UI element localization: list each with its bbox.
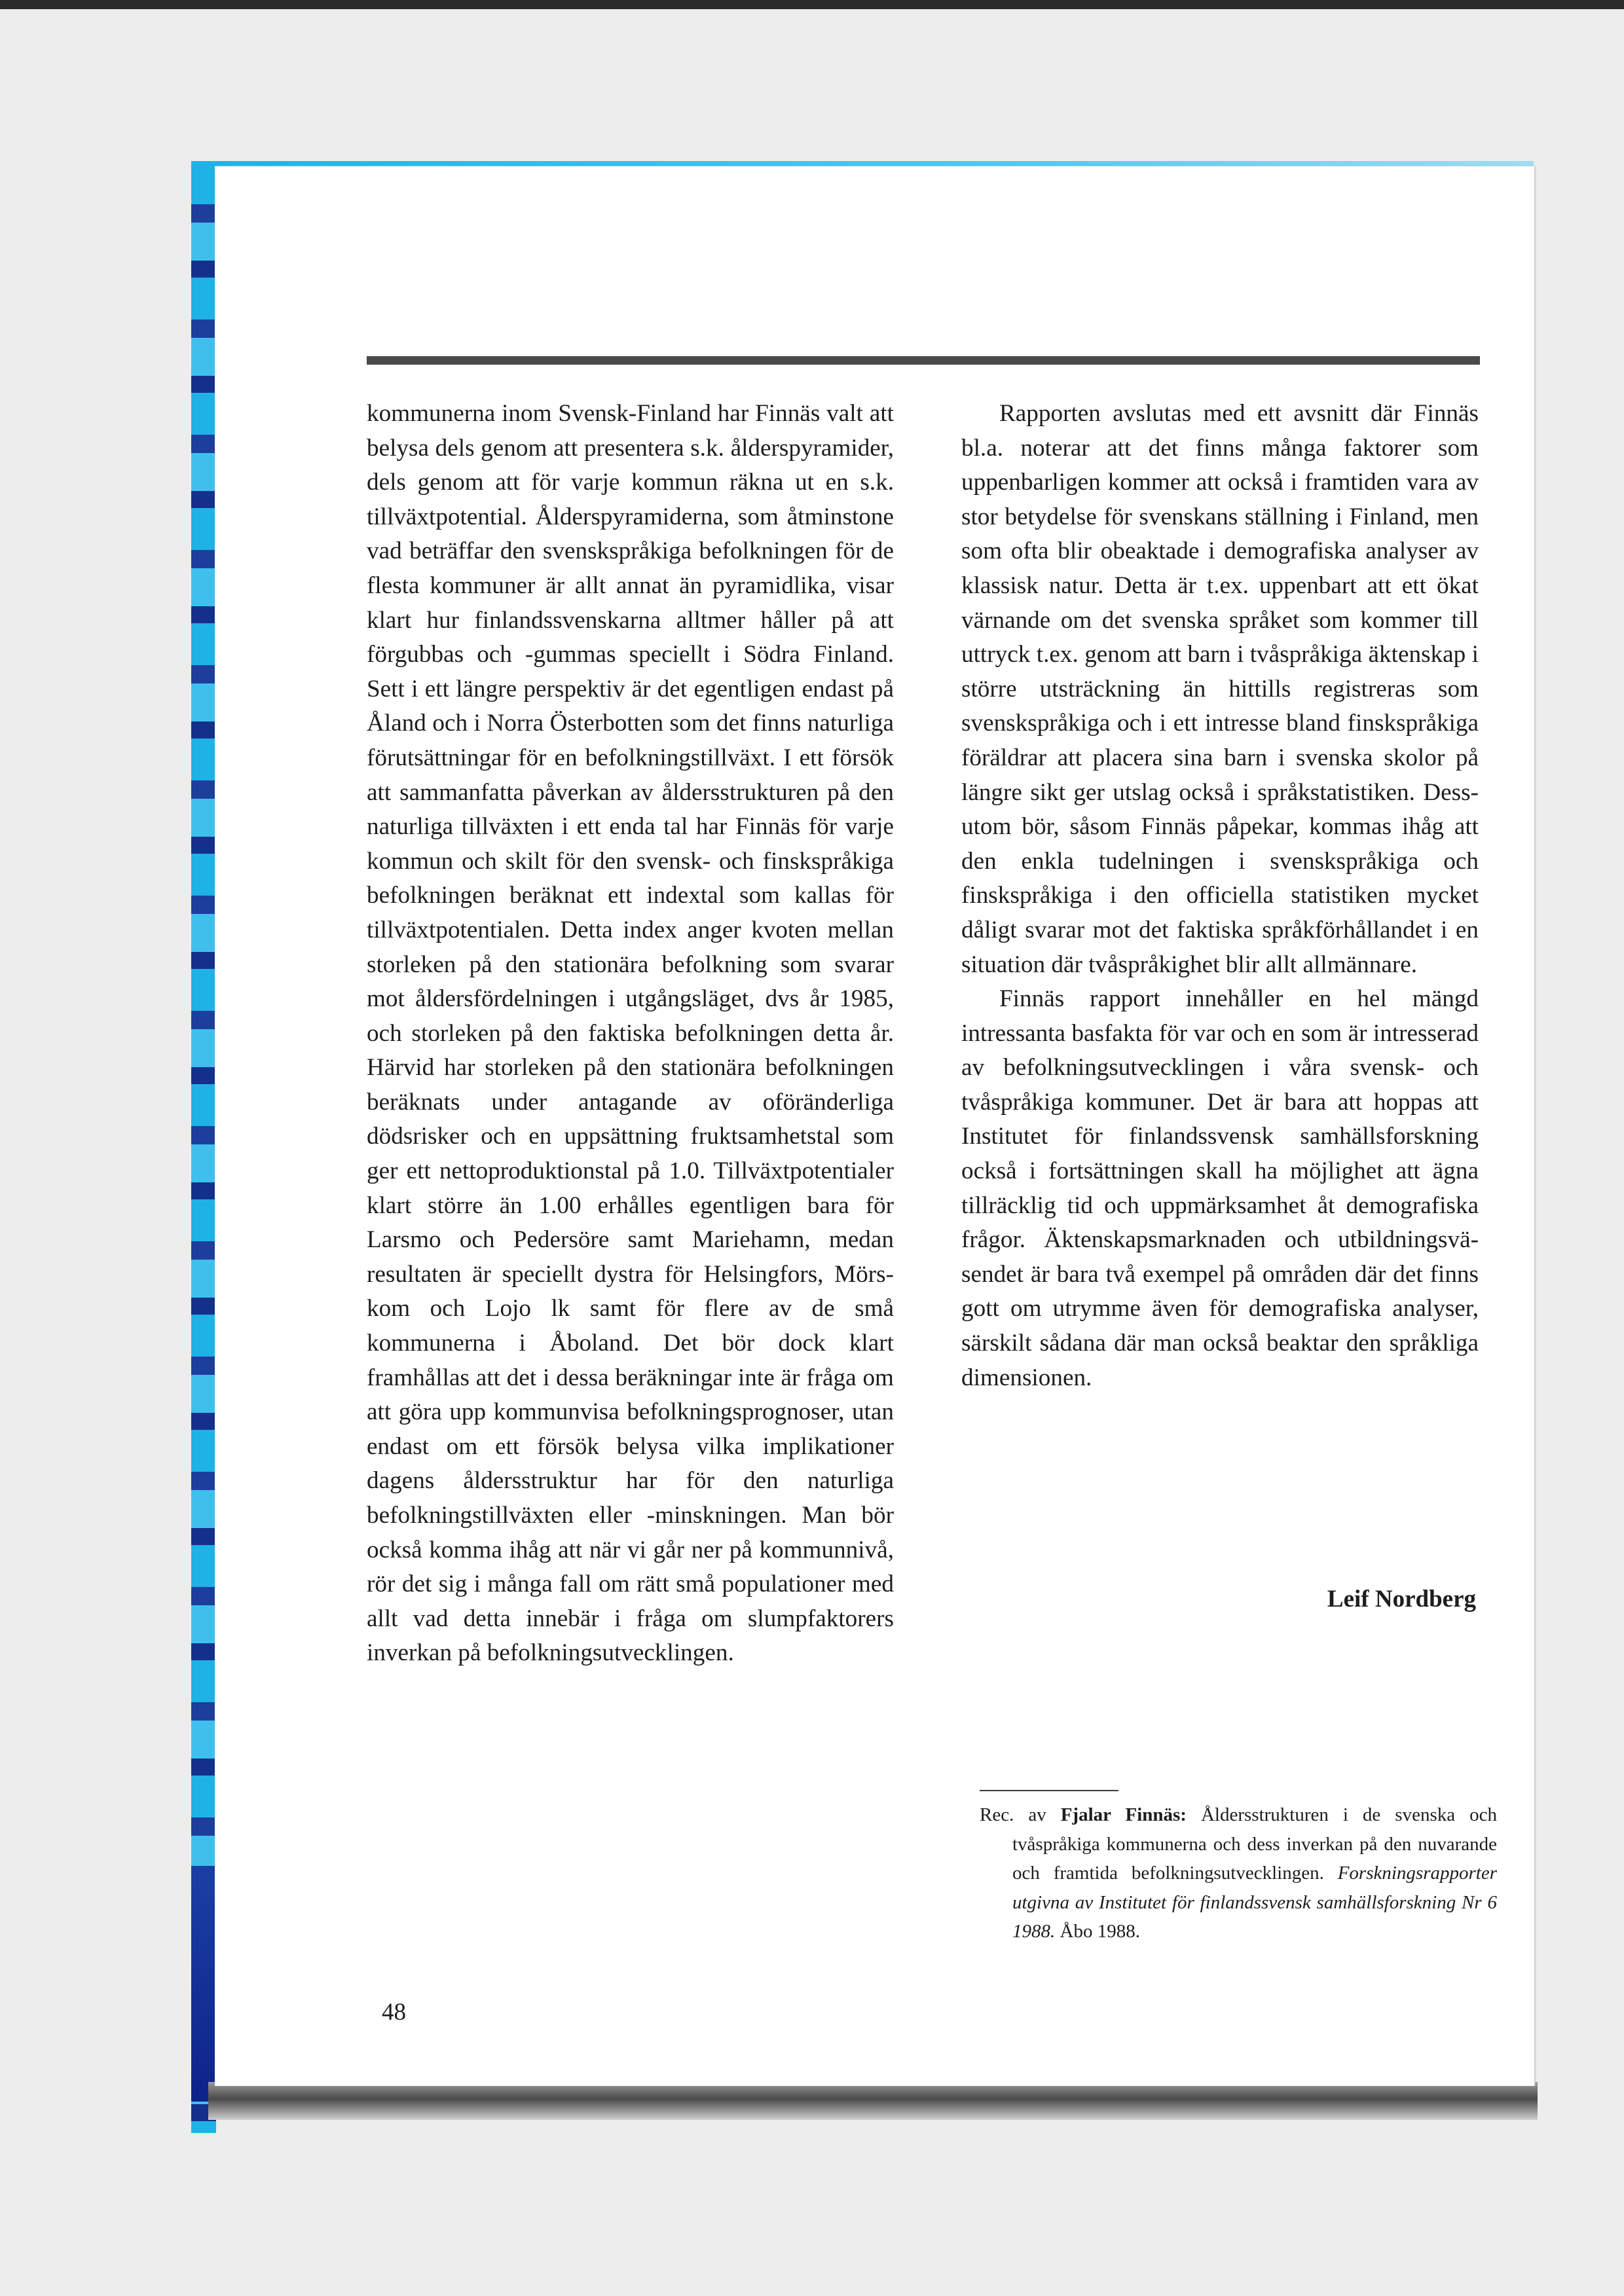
- footnote-prefix: Rec. av: [980, 1804, 1061, 1825]
- page-number: 48: [382, 1999, 406, 2026]
- footnote-rule: [980, 1790, 1118, 1791]
- left-paragraph-1: kommunerna inom Svensk-Finland har Finnäs valt att belysa dels genom att presentera s.k. ålderspyramider, dels genom att för varje kommun räkna ut en s.k. tillväxtpotential. Ålderspyramiderna, som åtminstone vad beträffar den svenskspråkiga befolkningen för de flesta kommuner är allt annat än pyramidlika, visar klart hur finlandssvenskarna alltmer håller på att förgubbas och -gummas speciellt i Södra Finland. Sett i ett längre perspektiv är det egentligen endast på Åland och i Norra Österbotten som det finns naturliga förutsättningar för en befolkningstillväxt. I ett försök att sammanfatta påverkan av åldersstrukturen på den naturliga tillväxten i ett enda tal har Finnäs för varje kommun och skilt för den svensk- och finskspråkiga befolkningen beräknat ett indextal som kallas för tillväxtpotentialen. Detta index anger kvoten mellan storleken på den stationära befolkning som svarar mot åldersfördelningen i utgångsläget, dvs år 1985, och storleken på den faktiska befolkningen detta år. Härvid har storleken på den stationära befolkningen beräknats under antagande av oföränderliga dödsrisker och en uppsättning fruktsamhetstal som ger ett nettoproduktionstal på 1.0. Tillväxtpotentialer klart större än 1.00 erhålles egentligen bara för Larsmo och Pedersöre samt Mariehamn, medan resultaten är speciellt dystra för Helsingfors, Mörskom och Lojo lk samt för flere av de små kommunerna i Åboland. Det bör dock klart framhållas att det i dessa beräkningar inte är fråga om att göra upp kommunvisa befolkningsprognoser, utan endast om ett försök belysa vilka implikationer dagens åldersstruktur har för den naturliga befolkningstillväxten eller -minskningen. Man bör också komma ihåg att när vi går ner på kommunnivå, rör det sig i många fall om rätt små populationer med allt vad detta innebär i fråga om slumpfaktorers inverkan på befolkningsutvecklingen.: [367, 400, 894, 1667]
- journal-cover-spine-edge: [191, 162, 216, 2133]
- footnote-title: Åldersstrukturen i de svenska och tvåspråkiga kommunerna och dess inverkan på den nuvarande och framtida befolkningsutvecklingen.: [1012, 1804, 1497, 1884]
- journal-page: [215, 166, 1534, 2086]
- author-signature: Leif Nordberg: [1327, 1586, 1476, 1613]
- review-footnote: [980, 1800, 1497, 1946]
- header-rule: [367, 356, 1480, 365]
- footnote-place-year: Åbo 1988.: [1055, 1921, 1140, 1942]
- footnote-reviewed-author: Fjalar Finnäs:: [1060, 1804, 1187, 1825]
- right-paragraph-2: Finnäs rapport innehåller en hel mängd intressanta basfakta för var och en som är intresserad av befolkningsutvecklingen i våra svensk- och tvåspråkiga kommuner. Det är bara att hoppas att Institutet för finlandssvensk samhällsforskning också i fortsättningen skall ha möjlighet att ägna tillräcklig tid och uppmärksamhet åt demografiska frågor. Äktenskapsmarknaden och utbildningsväsendet är bara två exempel på områden där det finns gott om utrymme även för demografiska analyser, särskilt sådana där man också beaktar den språkliga dimensionen.: [961, 985, 1479, 1391]
- page-bottom-shadow: [208, 2082, 1538, 2120]
- right-column: [961, 397, 1479, 1395]
- right-paragraph-1: Rapporten avslutas med ett avsnitt där Finnäs bl.a. noterar att det finns många faktorer som uppenbarligen kommer att också i framtiden vara av stor betydelse för svenskans ställning i Finland, men som ofta blir obeaktade i demografiska analyser av klassisk natur. Detta är t.ex. uppenbart att ett ökat värnande om det svenska språket som kommer till uttryck t.ex. genom att barn i tvåspråkiga äktenskap i större utsträckning än hittills registreras som svenskspråkiga och i ett intresse bland finskspråkiga föräldrar att placera sina barn i svenska skolor på längre sikt ger utslag också i språkstatistiken. Dessutom bör, såsom Finnäs påpekar, kommas ihåg att den enkla tudelningen i svenskspråkiga och finskspråkiga i den officiella statistiken mycket dåligt svarar mot det faktiska språkförhållandet i en situation där tvåspråkighet blir allt allmännare.: [961, 400, 1479, 978]
- scan-border-top: [0, 0, 1624, 9]
- footnote-series: Forskningsrapporter utgivna av Institutet för finlandssvensk samhällsforskning Nr 6 1988.: [1012, 1863, 1497, 1942]
- left-column: [367, 397, 894, 1671]
